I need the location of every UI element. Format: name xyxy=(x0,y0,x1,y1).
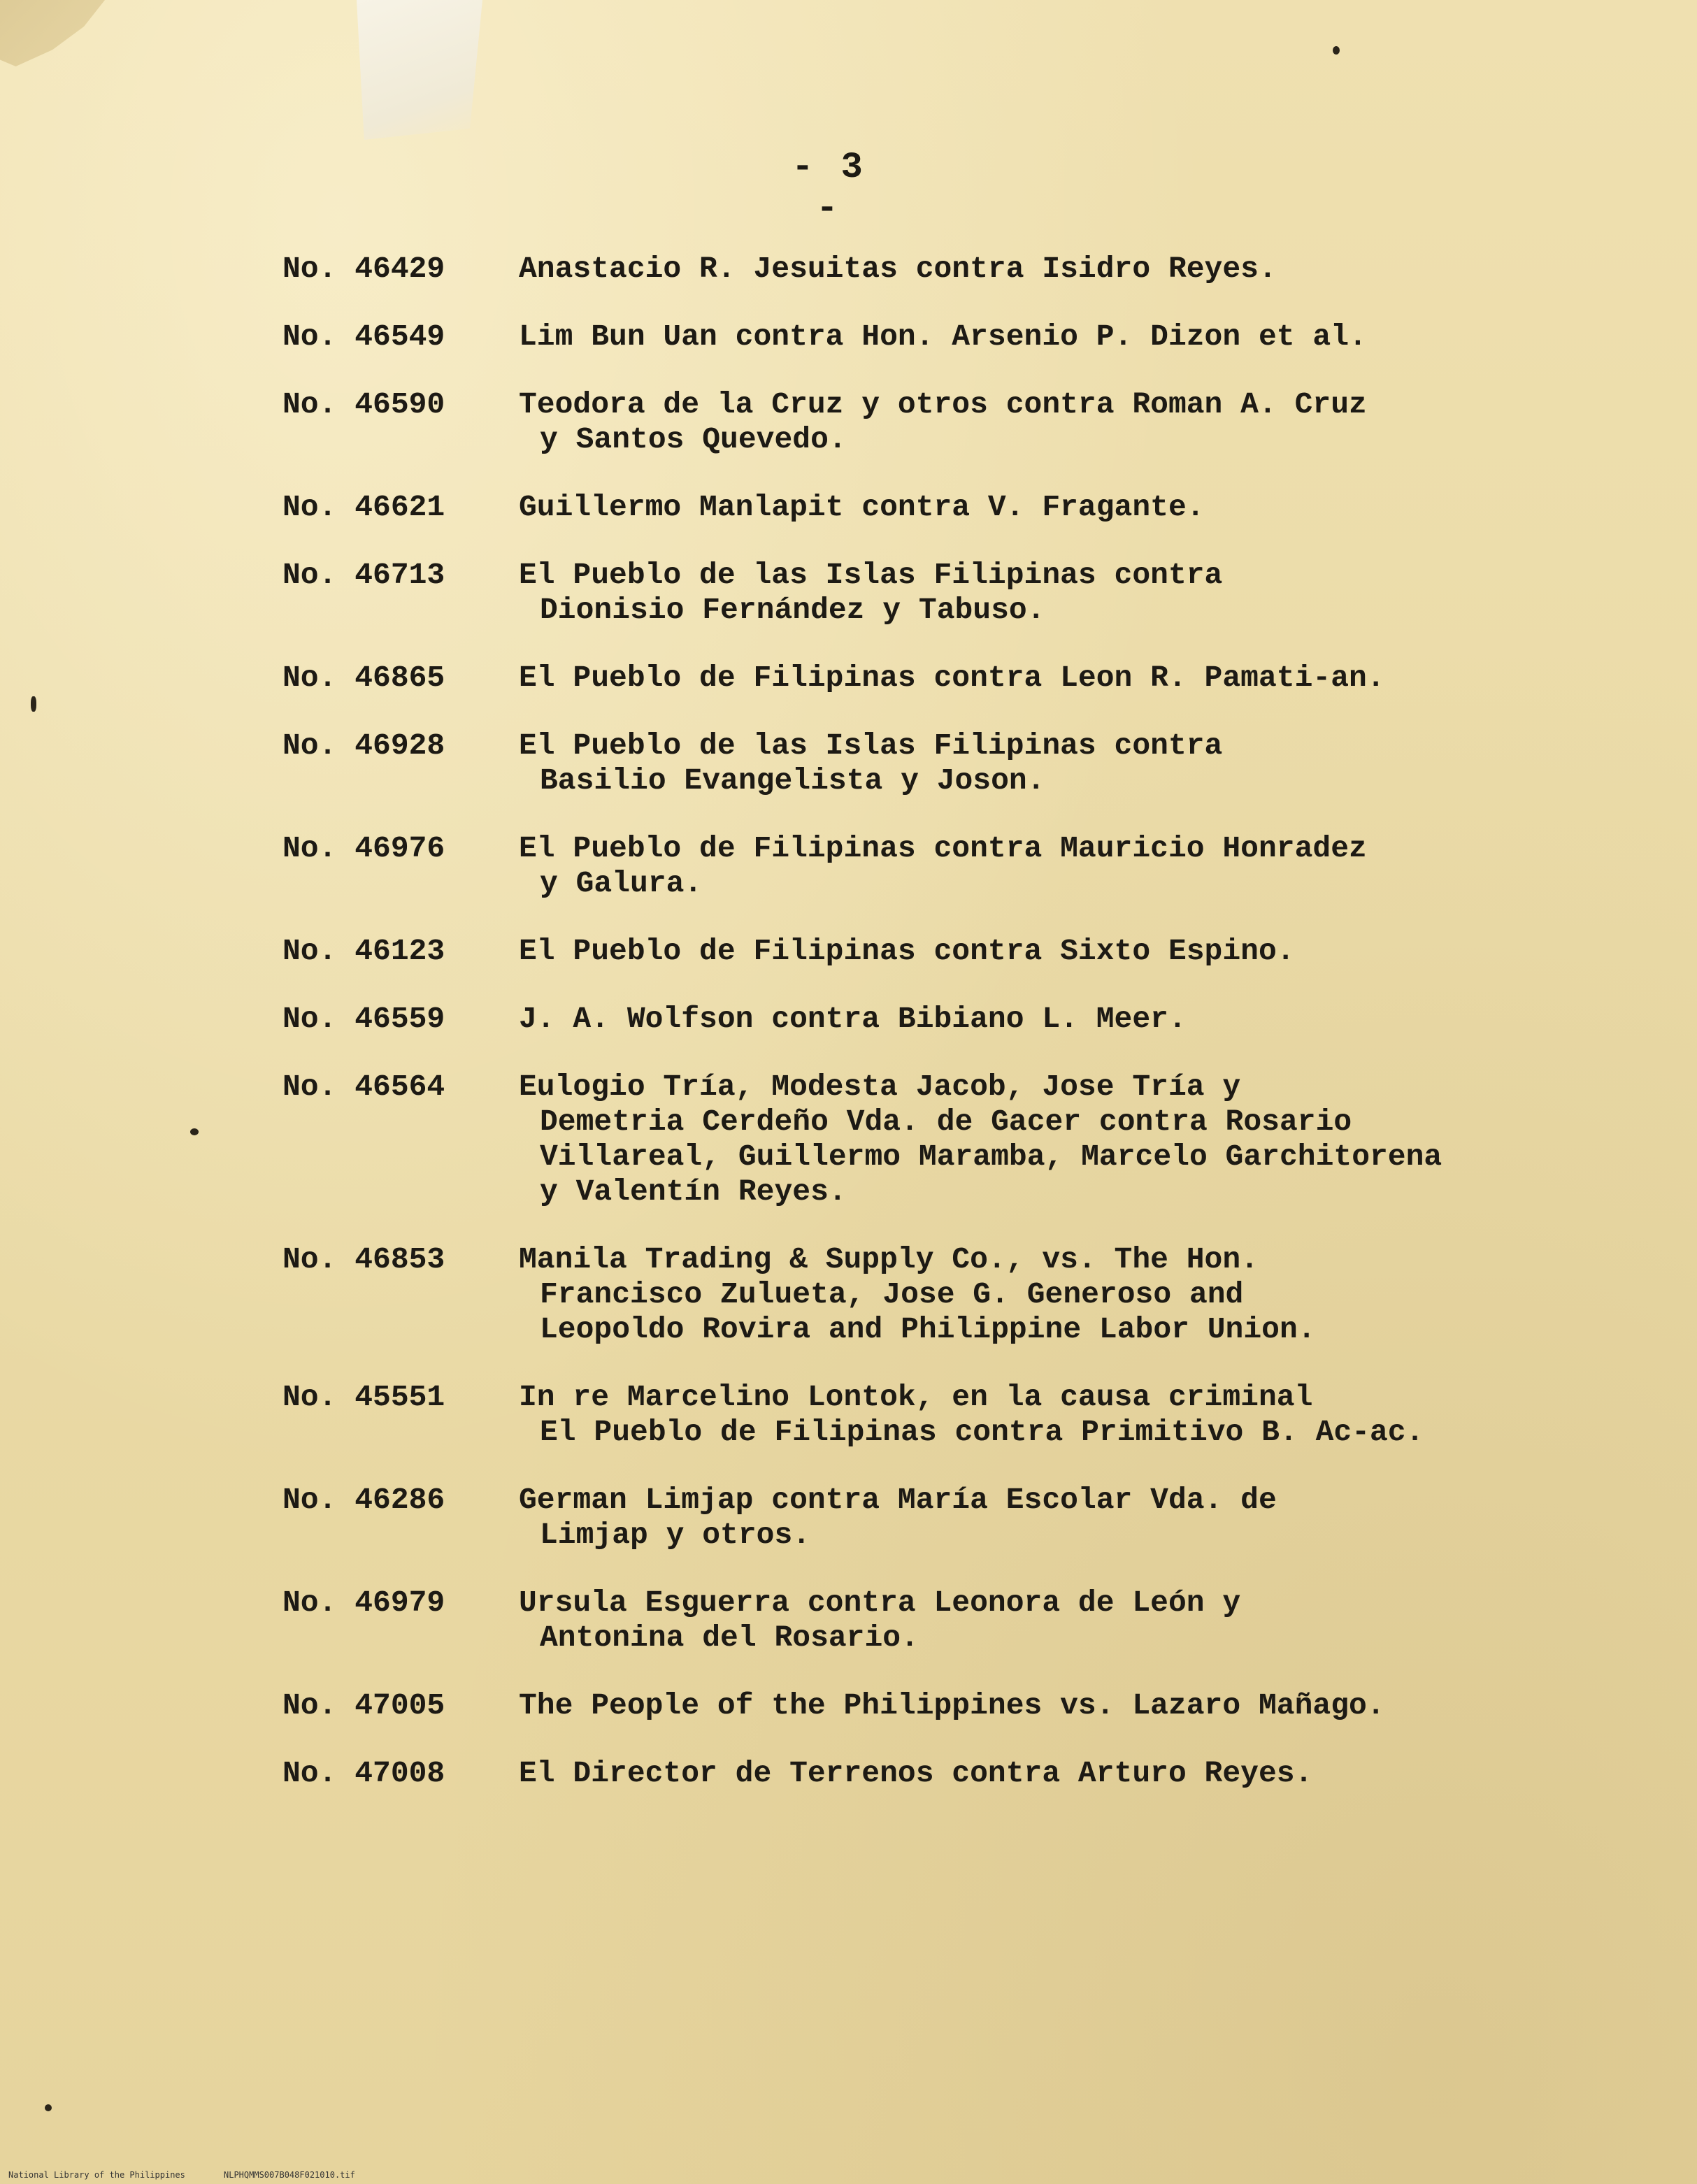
case-title-line: Eulogio Tría, Modesta Jacob, Jose Tría y xyxy=(519,1070,1241,1104)
case-title-line: German Limjap contra María Escolar Vda. de xyxy=(519,1483,1277,1517)
case-title-line: Leopoldo Rovira and Philippine Labor Union. xyxy=(540,1312,1316,1346)
case-title xyxy=(519,1242,1653,1347)
case-title-line: El Pueblo de las Islas Filipinas contra xyxy=(519,558,1223,592)
case-title-line: In re Marcelino Lontok, en la causa criminal xyxy=(519,1380,1313,1414)
case-title xyxy=(519,1756,1653,1791)
case-title xyxy=(519,1070,1653,1209)
case-title xyxy=(519,728,1653,798)
case-title xyxy=(519,252,1653,287)
case-number: No. 46564 xyxy=(282,1070,445,1104)
case-entry xyxy=(282,319,1653,354)
ink-speck xyxy=(45,2104,52,2111)
case-title-line: Basilio Evangelista y Joson. xyxy=(540,763,1045,798)
case-entry xyxy=(282,1070,1653,1209)
case-entry xyxy=(282,1002,1653,1037)
case-entry xyxy=(282,831,1653,901)
case-title-line: Antonina del Rosario. xyxy=(540,1621,919,1655)
case-title xyxy=(519,661,1653,696)
case-number: No. 47005 xyxy=(282,1688,445,1723)
case-title-line: Anastacio R. Jesuitas contra Isidro Reyes. xyxy=(519,252,1277,286)
case-title-line: Lim Bun Uan contra Hon. Arsenio P. Dizon et al. xyxy=(519,319,1367,354)
case-entry xyxy=(282,1483,1653,1553)
case-number: No. 46621 xyxy=(282,490,445,524)
case-number: No. 46865 xyxy=(282,661,445,695)
case-title-line: El Pueblo de las Islas Filipinas contra xyxy=(519,728,1223,763)
case-title xyxy=(519,1688,1653,1723)
case-entry xyxy=(282,558,1653,628)
folded-corner xyxy=(357,0,482,140)
case-entry xyxy=(282,1586,1653,1655)
case-title-line: Teodora de la Cruz y otros contra Roman A. Cruz xyxy=(519,387,1367,422)
case-title-line: El Pueblo de Filipinas contra Primitivo B. Ac-ac. xyxy=(540,1415,1424,1449)
case-number: No. 46976 xyxy=(282,831,445,865)
ink-speck xyxy=(190,1128,199,1135)
case-number: No. 46429 xyxy=(282,252,445,286)
case-number: No. 46713 xyxy=(282,558,445,592)
case-title-line: El Pueblo de Filipinas contra Sixto Espino. xyxy=(519,934,1295,968)
case-title xyxy=(519,558,1653,628)
case-title-line: Francisco Zulueta, Jose G. Generoso and xyxy=(540,1277,1244,1312)
page-number: - 3 - xyxy=(792,147,866,229)
case-title xyxy=(519,831,1653,901)
case-title-line: The People of the Philippines vs. Lazaro Mañago. xyxy=(519,1688,1385,1723)
case-number: No. 47008 xyxy=(282,1756,445,1790)
case-title-line: y Valentín Reyes. xyxy=(540,1174,847,1209)
case-title-line: Demetria Cerdeño Vda. de Gacer contra Rosario xyxy=(540,1105,1352,1139)
case-entry xyxy=(282,252,1653,287)
case-entry xyxy=(282,1756,1653,1791)
case-title xyxy=(519,490,1653,525)
case-entry xyxy=(282,934,1653,969)
footer-filename: NLPHQMMS007B048F021010.tif xyxy=(224,2170,355,2180)
case-title xyxy=(519,1483,1653,1553)
case-number: No. 46928 xyxy=(282,728,445,763)
case-title-line: Dionisio Fernández y Tabuso. xyxy=(540,593,1045,627)
case-entry xyxy=(282,387,1653,457)
case-entry xyxy=(282,1242,1653,1347)
case-number: No. 45551 xyxy=(282,1380,445,1414)
case-number: No. 46853 xyxy=(282,1242,445,1277)
case-title-line: y Santos Quevedo. xyxy=(540,422,847,457)
case-title xyxy=(519,1002,1653,1037)
case-title-line: Ursula Esguerra contra Leonora de León y xyxy=(519,1586,1241,1620)
case-entry xyxy=(282,661,1653,696)
case-number: No. 46590 xyxy=(282,387,445,422)
footer-library-label: National Library of the Philippines xyxy=(8,2170,185,2180)
case-title xyxy=(519,1380,1653,1450)
case-title xyxy=(519,319,1653,354)
case-title-line: J. A. Wolfson contra Bibiano L. Meer. xyxy=(519,1002,1187,1036)
case-entry xyxy=(282,1688,1653,1723)
ink-speck xyxy=(31,696,36,712)
case-title-line: Villareal, Guillermo Maramba, Marcelo Garchitorena xyxy=(540,1140,1442,1174)
case-title xyxy=(519,934,1653,969)
case-entry xyxy=(282,490,1653,525)
case-number: No. 46559 xyxy=(282,1002,445,1036)
case-list xyxy=(282,252,1653,1824)
case-title-line: Limjap y otros. xyxy=(540,1518,811,1552)
ink-speck xyxy=(1333,46,1340,55)
case-title-line: El Pueblo de Filipinas contra Leon R. Pamati-an. xyxy=(519,661,1385,695)
case-number: No. 46286 xyxy=(282,1483,445,1517)
torn-corner xyxy=(0,0,105,66)
case-number: No. 46549 xyxy=(282,319,445,354)
case-title-line: y Galura. xyxy=(540,866,703,900)
case-title xyxy=(519,387,1653,457)
case-title xyxy=(519,1586,1653,1655)
case-number: No. 46979 xyxy=(282,1586,445,1620)
case-number: No. 46123 xyxy=(282,934,445,968)
case-entry xyxy=(282,728,1653,798)
case-title-line: Guillermo Manlapit contra V. Fragante. xyxy=(519,490,1205,524)
case-title-line: Manila Trading & Supply Co., vs. The Hon. xyxy=(519,1242,1259,1277)
case-entry xyxy=(282,1380,1653,1450)
case-title-line: El Director de Terrenos contra Arturo Reyes. xyxy=(519,1756,1313,1790)
case-title-line: El Pueblo de Filipinas contra Mauricio Honradez xyxy=(519,831,1367,865)
